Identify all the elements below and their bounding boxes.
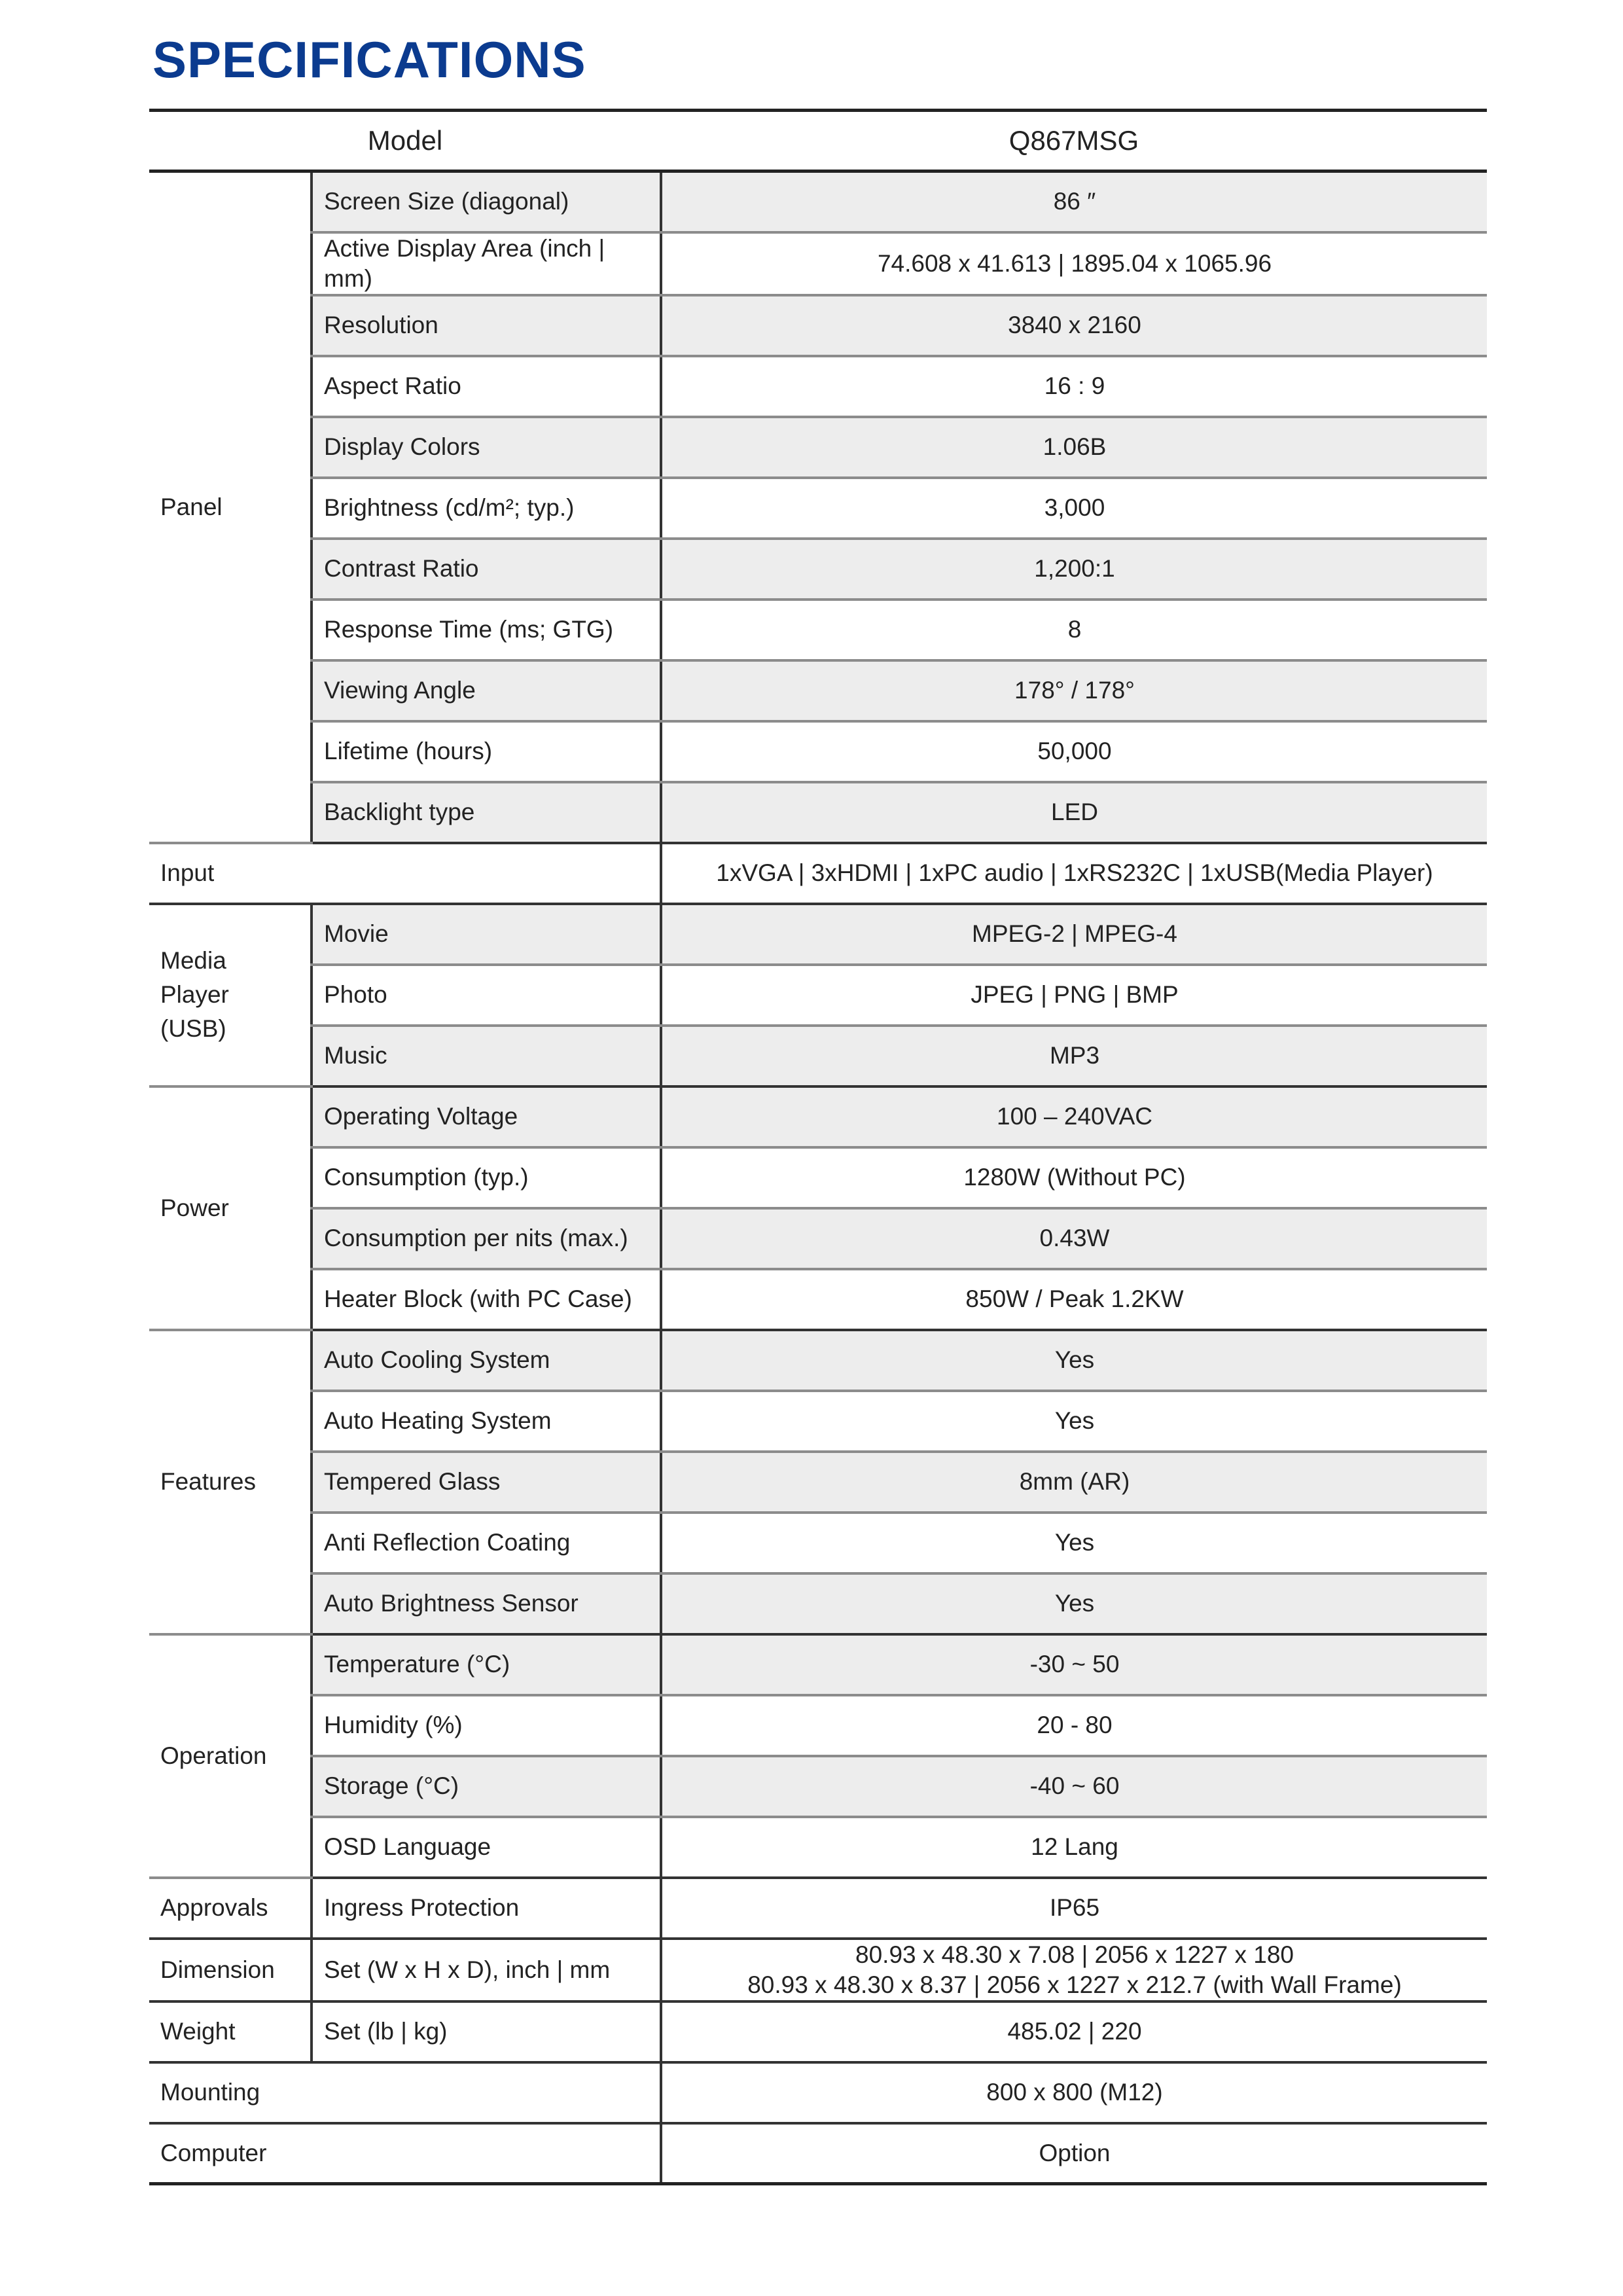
spec-label: Lifetime (hours) [312, 721, 661, 782]
spec-value [661, 1939, 1487, 2001]
spec-label: Humidity (%) [312, 1695, 661, 1756]
table-row [149, 721, 1487, 782]
spec-label: Screen Size (diagonal) [312, 171, 661, 232]
table-row [149, 1695, 1487, 1756]
table-header-row [149, 111, 1487, 171]
spec-value-line: 80.93 x 48.30 x 8.37 | 2056 x 1227 x 212.7 (with Wall Frame) [747, 1971, 1402, 1998]
category-label: Media Player (USB) [149, 904, 312, 1086]
table-row [149, 2062, 1487, 2123]
category-label: Mounting [149, 2062, 661, 2123]
table-row [149, 1939, 1487, 2001]
spec-value: 485.02 | 220 [661, 2001, 1487, 2062]
table-row [149, 782, 1487, 843]
spec-value: JPEG | PNG | BMP [661, 965, 1487, 1026]
spec-label: OSD Language [312, 1817, 661, 1878]
model-value: Q867MSG [661, 111, 1487, 171]
spec-value: 20 - 80 [661, 1695, 1487, 1756]
table-row [149, 965, 1487, 1026]
spec-label: Temperature (°C) [312, 1634, 661, 1695]
table-row [149, 1513, 1487, 1573]
table-row [149, 660, 1487, 721]
spec-value: -30 ~ 50 [661, 1634, 1487, 1695]
table-row [149, 1086, 1487, 1147]
spec-value: -40 ~ 60 [661, 1756, 1487, 1817]
spec-value: MP3 [661, 1026, 1487, 1086]
table-row [149, 356, 1487, 417]
category-label: Computer [149, 2123, 661, 2184]
table-row [149, 1026, 1487, 1086]
spec-label: Set (lb | kg) [312, 2001, 661, 2062]
spec-value: 1.06B [661, 417, 1487, 478]
table-row [149, 295, 1487, 356]
spec-value: 850W / Peak 1.2KW [661, 1269, 1487, 1330]
spec-value: 100 – 240VAC [661, 1086, 1487, 1147]
spec-label: Heater Block (with PC Case) [312, 1269, 661, 1330]
table-row [149, 1878, 1487, 1939]
spec-value: Yes [661, 1391, 1487, 1452]
spec-label: Operating Voltage [312, 1086, 661, 1147]
table-row [149, 1147, 1487, 1208]
spec-value: 12 Lang [661, 1817, 1487, 1878]
spec-label: Set (W x H x D), inch | mm [312, 1939, 661, 2001]
spec-value: 16 : 9 [661, 356, 1487, 417]
spec-label: Brightness (cd/m²; typ.) [312, 478, 661, 539]
spec-value: 178° / 178° [661, 660, 1487, 721]
spec-label: Active Display Area (inch | mm) [312, 232, 661, 295]
table-row [149, 843, 1487, 904]
table-row [149, 539, 1487, 600]
table-row [149, 2001, 1487, 2062]
category-label: Input [149, 843, 661, 904]
table-row [149, 1208, 1487, 1269]
table-row [149, 1391, 1487, 1452]
table-row [149, 600, 1487, 660]
spec-value: 1280W (Without PC) [661, 1147, 1487, 1208]
spec-value: Yes [661, 1513, 1487, 1573]
spec-value: 86 ″ [661, 171, 1487, 232]
category-label: Power [149, 1086, 312, 1330]
category-label: Approvals [149, 1878, 312, 1939]
spec-value: 50,000 [661, 721, 1487, 782]
spec-value: Option [661, 2123, 1487, 2184]
category-label: Operation [149, 1634, 312, 1878]
spec-value: Yes [661, 1573, 1487, 1634]
table-row [149, 232, 1487, 295]
spec-value: 74.608 x 41.613 | 1895.04 x 1065.96 [661, 232, 1487, 295]
spec-value: MPEG-2 | MPEG-4 [661, 904, 1487, 965]
spec-value: 8mm (AR) [661, 1452, 1487, 1513]
spec-label: Consumption (typ.) [312, 1147, 661, 1208]
table-row [149, 1269, 1487, 1330]
spec-value: IP65 [661, 1878, 1487, 1939]
table-row [149, 1330, 1487, 1391]
table-row [149, 1634, 1487, 1695]
spec-label: Photo [312, 965, 661, 1026]
spec-label: Music [312, 1026, 661, 1086]
table-row [149, 1573, 1487, 1634]
spec-value: 3,000 [661, 478, 1487, 539]
spec-label: Auto Brightness Sensor [312, 1573, 661, 1634]
spec-label: Response Time (ms; GTG) [312, 600, 661, 660]
spec-label: Aspect Ratio [312, 356, 661, 417]
table-row [149, 1817, 1487, 1878]
spec-value: 1xVGA | 3xHDMI | 1xPC audio | 1xRS232C | 1xUSB(Media Player) [661, 843, 1487, 904]
spec-value: 0.43W [661, 1208, 1487, 1269]
spec-label: Viewing Angle [312, 660, 661, 721]
table-row [149, 171, 1487, 232]
spec-label: Ingress Protection [312, 1878, 661, 1939]
table-row [149, 2123, 1487, 2184]
table-row [149, 1756, 1487, 1817]
spec-label: Storage (°C) [312, 1756, 661, 1817]
table-row [149, 1452, 1487, 1513]
spec-value: 8 [661, 600, 1487, 660]
spec-label: Consumption per nits (max.) [312, 1208, 661, 1269]
category-label: Panel [149, 171, 312, 843]
spec-value: 800 x 800 (M12) [661, 2062, 1487, 2123]
spec-label: Anti Reflection Coating [312, 1513, 661, 1573]
spec-value: LED [661, 782, 1487, 843]
spec-label: Tempered Glass [312, 1452, 661, 1513]
table-row [149, 904, 1487, 965]
table-row [149, 417, 1487, 478]
spec-label: Contrast Ratio [312, 539, 661, 600]
spec-label: Display Colors [312, 417, 661, 478]
spec-value: Yes [661, 1330, 1487, 1391]
page-title: SPECIFICATIONS [152, 31, 586, 88]
spec-value-line: 80.93 x 48.30 x 7.08 | 2056 x 1227 x 180 [855, 1941, 1294, 1968]
spec-value: 3840 x 2160 [661, 295, 1487, 356]
model-label: Model [149, 111, 661, 171]
spec-label: Movie [312, 904, 661, 965]
table-row [149, 478, 1487, 539]
category-label: Dimension [149, 1939, 312, 2001]
spec-label: Auto Cooling System [312, 1330, 661, 1391]
spec-label: Backlight type [312, 782, 661, 843]
specifications-table [149, 109, 1487, 2185]
spec-value: 1,200:1 [661, 539, 1487, 600]
spec-label: Resolution [312, 295, 661, 356]
category-label: Features [149, 1330, 312, 1634]
spec-label: Auto Heating System [312, 1391, 661, 1452]
category-label: Weight [149, 2001, 312, 2062]
